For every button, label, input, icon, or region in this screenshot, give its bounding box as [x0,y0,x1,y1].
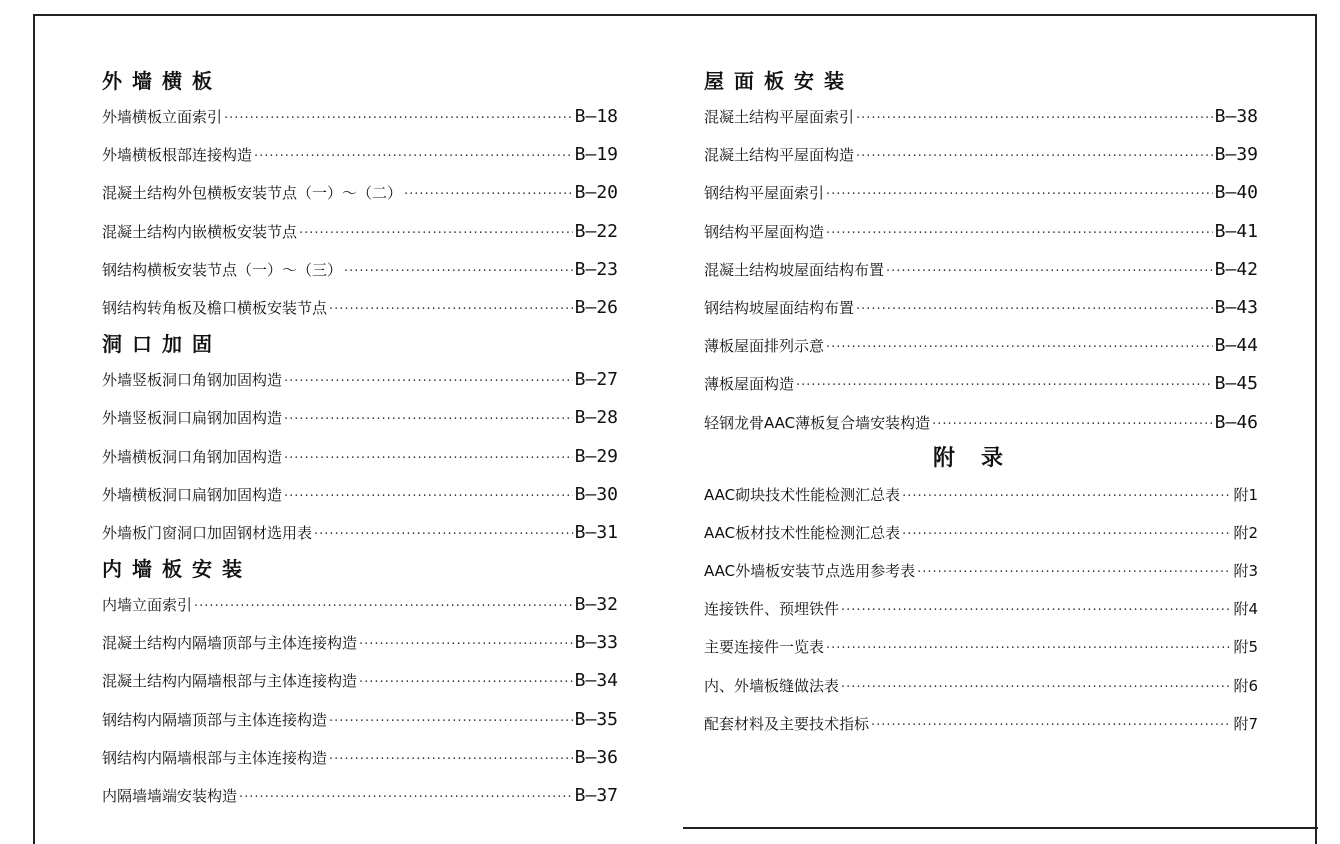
entry-title: 钢结构平屋面索引 [704,184,825,203]
leader-dots [404,176,573,214]
leader-dots [329,703,573,741]
leader-dots [856,138,1213,176]
entry-page: B–34 [574,670,618,692]
entry-title: 外墙竖板洞口角钢加固构造 [102,371,283,390]
leader-dots [239,779,573,817]
entry-title: AAC外墙板安装节点选用参考表 [704,562,916,581]
entry-title: 外墙横板洞口角钢加固构造 [102,447,283,466]
leader-dots [917,554,1231,592]
entry-page: B–32 [574,594,618,616]
entry-page: B–41 [1214,220,1258,242]
section-heading-appendix: 附录 [932,445,1029,471]
entry-page: B–33 [574,632,618,654]
leader-dots [359,664,573,702]
toc-entry[interactable] [704,628,1258,666]
leader-dots [826,176,1213,214]
toc-entry[interactable] [102,701,618,739]
entry-title: 钢结构横板安装节点（一）～（三） [102,260,343,279]
entry-page: B–31 [574,521,618,543]
toc-entry[interactable] [704,514,1258,552]
entry-page: B–22 [574,220,618,242]
toc-entry[interactable] [102,739,618,777]
entry-title: 薄板屋面构造 [704,375,795,394]
toc-entry[interactable] [102,662,618,700]
entry-title: 主要连接件一览表 [704,638,825,657]
leader-dots [329,291,573,329]
toc-entry[interactable] [102,251,618,289]
toc-entry[interactable] [102,777,618,815]
entry-page: B–29 [574,445,618,467]
entry-title: 混凝土结构内隔墙根部与主体连接构造 [102,672,358,691]
entry-page: B–43 [1214,296,1258,318]
toc-entry[interactable] [102,98,618,136]
toc-entry[interactable] [704,667,1258,705]
leader-dots [902,516,1231,554]
entry-title: 薄板屋面排列示意 [704,337,825,356]
leader-dots [826,630,1231,668]
entry-title: 混凝土结构外包横板安装节点（一）～（二） [102,184,403,203]
entry-title: 钢结构转角板及檐口横板安装节点 [102,298,328,317]
toc-entry[interactable] [704,213,1258,251]
toc-entry[interactable] [704,251,1258,289]
toc-entry[interactable] [102,624,618,662]
leader-dots [902,478,1231,516]
entry-title: 内隔墙墙端安装构造 [102,787,238,805]
leader-dots [329,741,573,779]
leader-dots [254,138,573,176]
entry-page: B–19 [574,144,618,166]
leader-dots [886,253,1213,291]
toc-entry[interactable] [102,438,618,476]
entry-page: B–20 [574,182,618,204]
entry-title: 混凝土结构平屋面构造 [704,146,855,165]
entry-page: B–46 [1214,411,1258,433]
toc-entry[interactable] [704,136,1258,174]
entry-page: B–44 [1214,335,1258,357]
leader-dots [856,291,1213,329]
entry-title: 外墙板门窗洞口加固钢材选用表 [102,523,313,542]
section-heading-opening-reinforcement: 洞口加固 [102,332,222,357]
leader-dots [826,329,1213,367]
entry-title: 外墙横板洞口扁钢加固构造 [102,485,283,504]
toc-entry[interactable] [102,399,618,437]
entry-title: AAC砌块技术性能检测汇总表 [704,485,901,504]
toc-right-column [704,64,1258,743]
section-heading-interior-panel: 内墙板安装 [102,557,252,582]
entry-title: 外墙横板立面索引 [102,108,223,126]
entry-page: 附2 [1233,523,1258,542]
leader-dots [344,253,573,291]
toc-entry[interactable] [102,289,618,327]
toc-entry[interactable] [102,213,618,251]
entry-page: 附7 [1233,714,1258,733]
entry-page: 附3 [1233,562,1258,581]
entry-page: B–42 [1214,258,1258,280]
leader-dots [841,592,1231,630]
leader-dots [284,401,573,439]
toc-entry[interactable] [704,289,1258,327]
leader-dots [871,707,1231,745]
toc-entry[interactable] [704,98,1258,136]
leader-dots [284,363,573,401]
entry-title: 钢结构内隔墙根部与主体连接构造 [102,748,328,767]
leader-dots [796,367,1213,405]
entry-page: 附6 [1233,676,1258,695]
entry-page: B–23 [574,258,618,280]
toc-entry[interactable] [704,365,1258,403]
entry-title: 内、外墙板缝做法表 [704,676,840,695]
toc-entry[interactable] [704,174,1258,212]
leader-dots [932,406,1212,444]
entry-title: 配套材料及主要技术指标 [704,714,870,733]
entry-title: AAC板材技术性能检测汇总表 [704,523,901,542]
entry-title: 钢结构坡屋面结构布置 [704,298,855,317]
entry-page: B–36 [574,746,618,768]
entry-page: B–28 [574,407,618,429]
entry-page: B–39 [1214,144,1258,166]
entry-page: B–35 [574,708,618,730]
entry-title: 轻钢龙骨AAC薄板复合墙安装构造 [704,413,931,432]
section-heading-exterior-horizontal: 外墙横板 [102,69,222,93]
entry-page: B–40 [1214,182,1258,204]
toc-entry[interactable] [102,514,618,552]
bottom-rule [683,827,1318,829]
entry-page: B–37 [574,785,618,806]
entry-page: B–45 [1214,373,1258,395]
section-heading-roof-panel: 屋面板安装 [704,69,854,93]
entry-title: 混凝土结构内隔墙顶部与主体连接构造 [102,634,358,653]
entry-title: 外墙横板根部连接构造 [102,146,253,165]
leader-dots [284,440,573,478]
leader-dots [856,100,1213,138]
entry-page: 附4 [1233,600,1258,619]
toc-entry[interactable] [704,327,1258,365]
entry-title: 内墙立面索引 [102,596,193,615]
entry-title: 钢结构平屋面构造 [704,222,825,241]
toc-entry[interactable] [102,174,618,212]
entry-page: 附5 [1233,638,1258,657]
leader-dots [194,588,573,626]
toc-entry[interactable] [704,590,1258,628]
toc-entry[interactable] [704,705,1258,743]
leader-dots [359,626,573,664]
leader-dots [826,215,1213,253]
toc-entry[interactable] [102,361,618,399]
entry-page: 附1 [1233,485,1258,504]
toc-left-column [102,64,618,815]
entry-title: 混凝土结构平屋面索引 [704,108,855,126]
entry-title: 混凝土结构坡屋面结构布置 [704,260,885,279]
leader-dots [299,215,573,253]
entry-page: B–26 [574,296,618,318]
leader-dots [841,669,1231,707]
leader-dots [224,100,573,138]
entry-title: 外墙竖板洞口扁钢加固构造 [102,409,283,428]
entry-title: 混凝土结构内嵌横板安装节点 [102,222,298,241]
toc-entry[interactable] [102,136,618,174]
toc-entry[interactable] [704,404,1258,442]
toc-entry[interactable] [704,476,1258,514]
toc-entry[interactable] [102,586,618,624]
entry-page: B–18 [574,106,618,127]
entry-page: B–30 [574,483,618,505]
entry-page: B–27 [574,369,618,391]
toc-entry[interactable] [704,552,1258,590]
leader-dots [314,516,573,554]
entry-title: 钢结构内隔墙顶部与主体连接构造 [102,710,328,729]
entry-title: 连接铁件、预埋铁件 [704,600,840,619]
leader-dots [284,478,573,516]
toc-entry[interactable] [102,476,618,514]
entry-page: B–38 [1214,106,1258,127]
